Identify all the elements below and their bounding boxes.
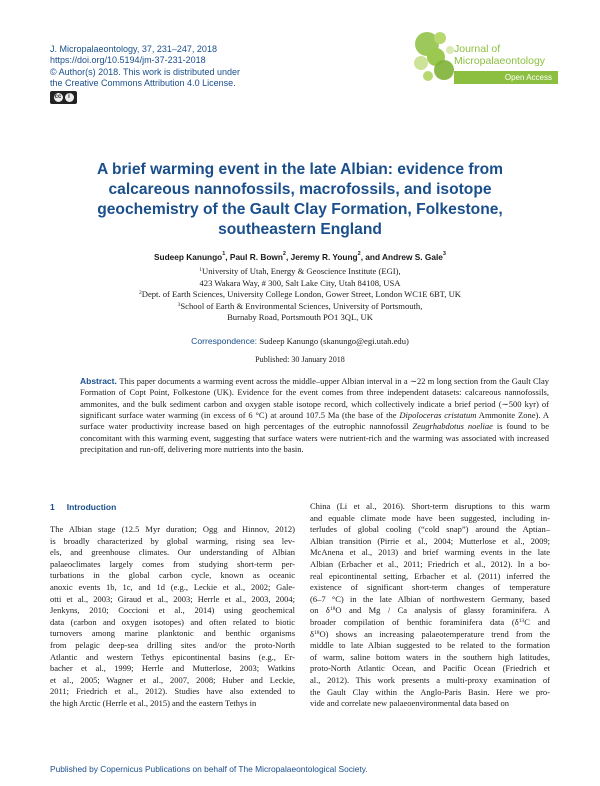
abstract-text: isotope record, which collectively indicate a brief period (∼500 kyr) of significant surface water warming (in xyxy=(80,398,549,421)
section-number: 1 xyxy=(50,502,55,512)
body-text-line: the Gault Clay within the Anglo-Paris Basin. Here we pro- xyxy=(310,686,550,697)
journal-logo xyxy=(410,28,558,86)
body-text-line: middle to late Albian suggested to be related to the formation xyxy=(310,640,550,651)
correspondence-label: Correspondence: xyxy=(191,336,258,346)
affiliation-text: University of Utah, Energy & Geoscience Institute (EGI), xyxy=(202,266,401,276)
body-text-line: the high Arctic (Herrle et al., 2015) and the eastern Tethys in xyxy=(50,697,257,708)
logo-line-2: Micropalaeontology xyxy=(454,55,546,67)
affiliation-text: Dept. of Earth Sciences, University College London, Gower Street, London WC1E 6BT, UK xyxy=(141,289,461,300)
abstract xyxy=(80,376,549,455)
cc-by-license-badge[interactable] xyxy=(50,91,77,104)
body-text-line: broader compilation of benthic foraminifera data ($\delta^{13}C$ and xyxy=(310,616,550,627)
publisher-footer: Published by Copernicus Publications on behalf of The Micropalaeontological Society. xyxy=(50,764,368,774)
author-name: Sudeep Kanungo xyxy=(154,252,223,262)
abstract-label: Abstract. xyxy=(80,376,120,386)
affiliation-text: 423 Wakara Way, # 300, Salt Lake City, Utah 84108, USA xyxy=(199,277,401,288)
author-affiliation-number: 1 xyxy=(222,251,226,257)
affiliation-line xyxy=(50,289,550,301)
body-text-line: bacher et al., 1999; Herrle and Mutterlose, 2003; Watkins xyxy=(50,663,295,674)
body-text-line: turbations in the global carbon cycle, known as oceanic xyxy=(50,570,295,581)
title-line: geochemistry of the Gault Clay Formation, Folkestone, xyxy=(97,201,503,218)
body-text-line: otti et al., 2003; Giraud et al., 2003; Herrle et al., 2003, 2004; xyxy=(50,593,295,604)
correspondence-text: Sudeep Kanungo (skanungo@egi.utah.edu) xyxy=(259,336,409,346)
body-text-line: et al., 2005; Wagner et al., 2007, 2008; Huber and Leckie, xyxy=(50,674,295,685)
affiliation-line xyxy=(50,312,550,324)
abstract-text: be concomitant with this warming event, suggesting that surface waters were nutrient-rich and the warming was xyxy=(80,421,549,443)
title-line: southeastern England xyxy=(218,221,382,238)
right-column xyxy=(310,501,550,710)
affiliation-line xyxy=(50,278,550,290)
affiliation-number: 3 xyxy=(177,301,181,308)
body-text-line: els, and greenhouse climates. Our understanding of Albian xyxy=(50,547,295,558)
affiliation-text: Burnaby Road, Portsmouth PO1 3QL, UK xyxy=(227,312,373,323)
body-text-line: China (Li et al., 2016). Short-term disruptions to this warm xyxy=(310,501,550,511)
body-text-line: turnovers among marine planktonic and benthic organisms xyxy=(50,628,295,639)
author-affiliation-number: 2 xyxy=(282,251,286,257)
body-text-line: Atlantic and western Tethys epicontinental basins (e.g., Er- xyxy=(50,651,295,662)
author-name: Jeremy R. Young xyxy=(290,252,358,262)
license-line[interactable]: the Creative Commons Attribution 4.0 License. xyxy=(50,77,236,88)
body-text-line: al., 2012). This work presents a multi-proxy examination of xyxy=(310,674,550,685)
journal-citation: J. Micropalaeontology, 37, 231–247, 2018 xyxy=(50,44,217,54)
body-text-line: Albian transition (Pirrie et al., 2004; Mutterlose et al., 2009; xyxy=(310,535,550,546)
body-text-line: of warm, saline bottom waters in the southern high latitudes, xyxy=(310,651,550,662)
logo-line-1: Journal of xyxy=(454,43,501,55)
abstract-text: associated with increased precipitation and run-off, delivering more nutrients into the basin. xyxy=(80,432,549,455)
body-text-line: real epicontinental setting, Erbacher et al. (2011) inferred the xyxy=(310,570,550,581)
affiliation-number: 1 xyxy=(199,267,203,273)
cc-icon: cc xyxy=(54,94,62,100)
title-line: calcareous nannofossils, macrofossils, and isotope xyxy=(108,181,492,198)
author-separator: , xyxy=(285,252,291,262)
body-text-line: Jenkyns, 2010; Coccioni et al., 2014) using geochemical xyxy=(50,605,295,616)
left-column xyxy=(50,524,295,710)
body-text-line: terludes of global cooling (“cold snap”) around the Aptian– xyxy=(310,524,550,535)
abstract-text: excess of 6 °C) at around 107.5 Ma (the base of the Dipoloceras cristatum Ammonite Zone). A surface water xyxy=(80,410,550,432)
body-text-line: McAnena et al., 2013) and brief warming events in the late xyxy=(310,547,550,558)
body-text-line: $\delta^{18}O$) shows an increasing palaeotemperature trend from the xyxy=(310,628,550,639)
body-text-line: The Albian stage (12.5 Myr duration; Ogg and Hinnov, 2012) xyxy=(50,524,295,534)
body-text-line: existence of significant short-term changes of temperature xyxy=(310,582,550,593)
author-name: Paul R. Bown xyxy=(229,252,283,262)
author-affiliation-number: 2 xyxy=(357,251,361,257)
body-text-line: palaeoclimates largely comes from studying short-term per- xyxy=(50,558,295,569)
author-affiliation-number: 3 xyxy=(442,251,446,257)
section-heading xyxy=(50,502,116,512)
paper-title xyxy=(60,160,540,240)
body-text-line: anoxic events 1b, 1c, and 1d (e.g., Leckie et al., 2002; Gale- xyxy=(50,581,295,592)
affiliation-text: School of Earth & Environmental Sciences, University of Portsmouth, xyxy=(180,300,423,311)
citation-header xyxy=(50,44,350,89)
affiliation-line xyxy=(50,301,550,313)
abstract-text: productivity increase based on high percentages of the eutrophic nannofossil Zeugrhabdotus noeliae is found to xyxy=(131,421,541,432)
body-text-line: Albian (Erbacher et al., 2011; Friedrich et al., 2012). In a bo- xyxy=(310,558,550,569)
open-access-badge: Open Access xyxy=(454,71,558,84)
affiliation-number: 2 xyxy=(138,290,142,297)
body-text-line: (6–7 °C) in the late Albian of northwestern Germany, based xyxy=(310,593,550,604)
doi-link[interactable]: https://doi.org/10.5194/jm-37-231-2018 xyxy=(50,55,206,66)
abstract-text: section from the Gault Clay Formation of Copt Point, Folkestone (UK). Evidence for the event comes from three xyxy=(80,376,549,398)
affiliations xyxy=(50,266,550,324)
author-separator: , and xyxy=(360,252,383,262)
abstract-text: This paper documents a warming event across the middle–upper Albian interval in a ∼22 m long xyxy=(119,376,455,386)
copyright-line: © Author(s) 2018. This work is distributed under xyxy=(50,66,241,77)
affiliation-line xyxy=(50,266,550,278)
body-text-line: proto-North Atlantic Ocean, and Pacific Ocean (Friedrich et xyxy=(310,663,550,674)
author-list xyxy=(50,252,550,262)
published-date: Published: 30 January 2018 xyxy=(255,355,345,364)
body-text-line: is broadly characterized by global warming, rising sea lev- xyxy=(50,535,295,546)
body-text-line: from pelagic deep-sea drilling sites and/or the proto-North xyxy=(50,639,295,650)
title-line: A brief warming event in the late Albian: evidence from xyxy=(96,161,504,178)
correspondence xyxy=(50,336,550,346)
body-text-line: vide and correlate new palaeoenvironmental data based on xyxy=(310,698,509,709)
section-title: Introduction xyxy=(66,502,117,512)
abstract-text: independent datasets: calcareous nannofossils, ammonites, and the bulk sediment carbon and oxygen stable xyxy=(80,387,549,409)
body-text-line: and equable climate mode have been suggested, including in- xyxy=(310,512,550,523)
body-text-line: data (carbon and oxygen isotopes) and often related to biotic xyxy=(50,616,295,627)
author-name: Andrew S. Gale xyxy=(382,252,443,262)
logo-title xyxy=(454,43,545,67)
author-separator: , xyxy=(225,252,230,262)
by-icon: i xyxy=(65,93,74,102)
body-text-line: on $\delta^{18}O$ and Mg / Ca analysis of glassy foraminifera. A xyxy=(310,605,550,616)
body-text-line: 2011; Friedrich et al., 2012). Studies have also extended to xyxy=(50,686,295,697)
